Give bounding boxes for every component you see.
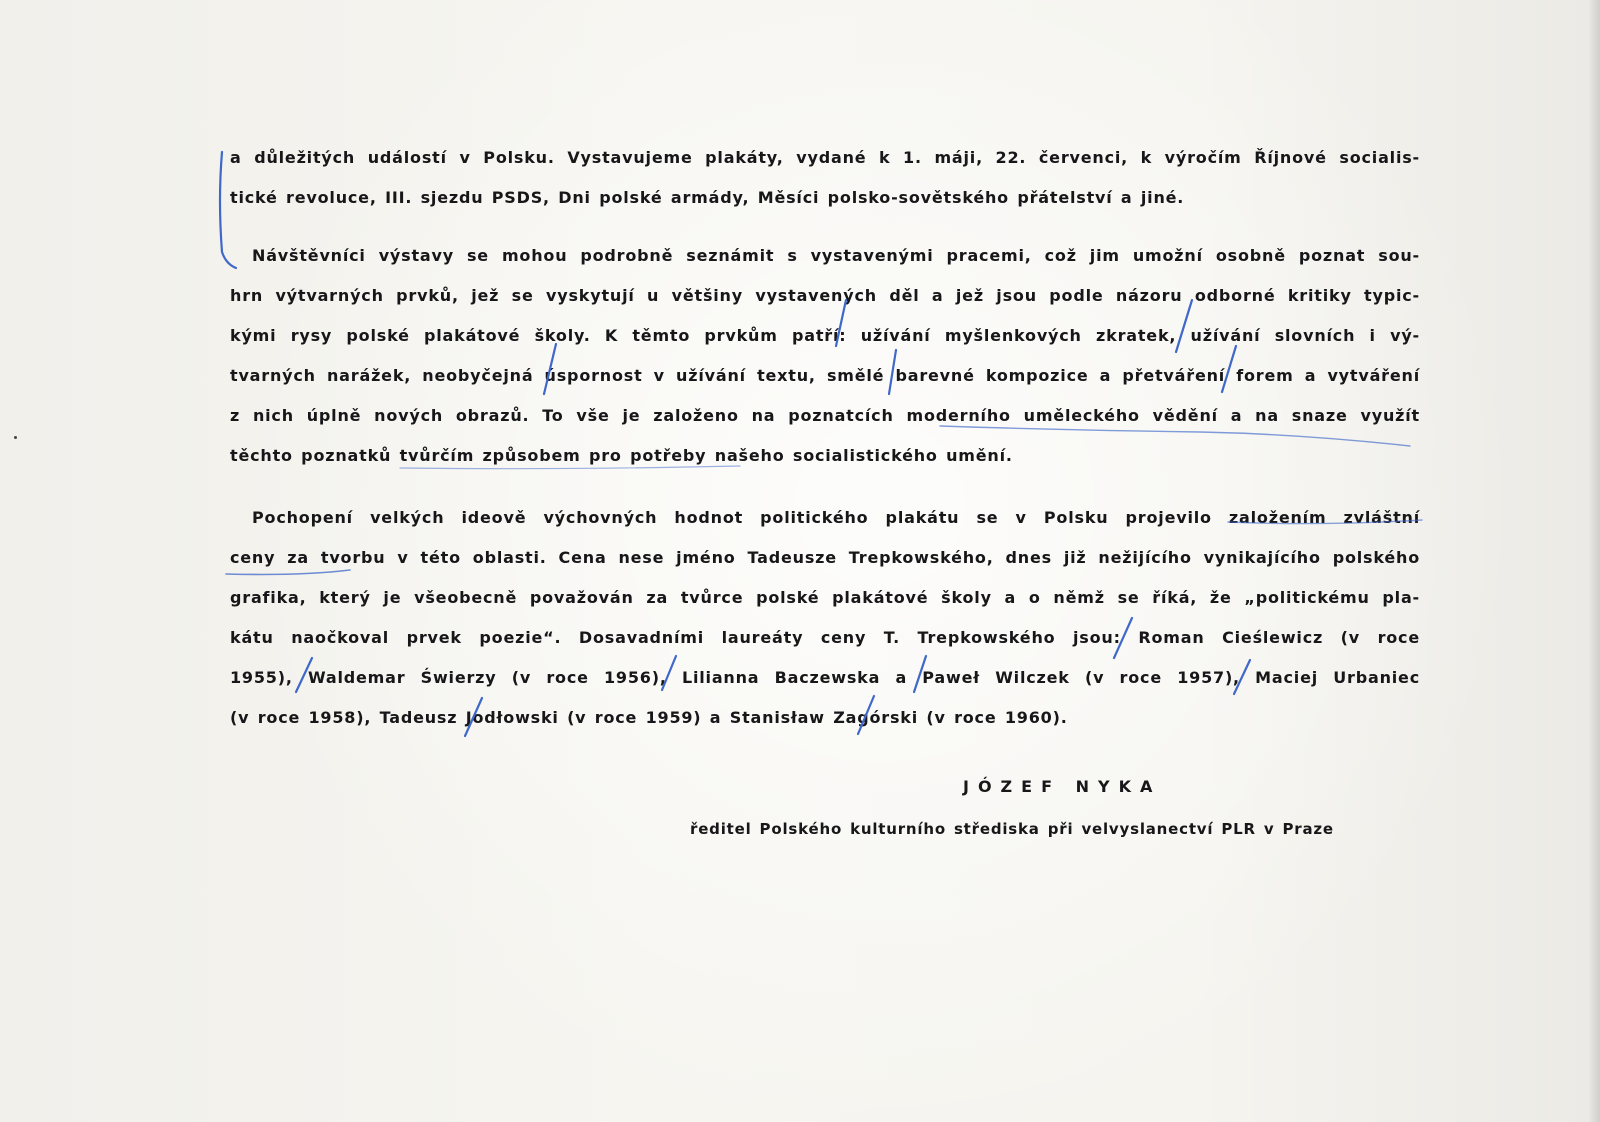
- paragraph-line: (v roce 1958), Tadeusz Jodłowski (v roce 1959) a Stanisław Zagórski (v roce 1960).: [230, 708, 1068, 727]
- paragraph-exhibited-posters: [230, 138, 1420, 218]
- paragraph-line: grafika, který je všeobecně považován za tvůrce polské plakátové školy a o němž se říká, že „politickému pla-: [230, 588, 1420, 607]
- paragraph-line: a důležitých událostí v Polsku. Vystavujeme plakáty, vydané k 1. máji, 22. červenci, k výročím Říjnové socialis-: [230, 148, 1420, 167]
- author-name: JÓZEF NYKA: [963, 777, 1162, 796]
- paragraph-line: ceny za tvorbu v této oblasti. Cena nese jméno Tadeusze Trepkowského, dnes již nežijícího vynikajícího polského: [230, 548, 1420, 567]
- paragraph-line: tické revoluce, III. sjezdu PSDS, Dni polské armády, Měsíci polsko-sovětského přátelství a jiné.: [230, 188, 1185, 207]
- page-edge-shadow: [1588, 0, 1600, 1122]
- paragraph-line: z nich úplně nových obrazů. To vše je založeno na poznatcích moderního uměleckého vědění a na snaze využít: [230, 406, 1420, 425]
- paragraph-line: kátu naočkoval prvek poezie“. Dosavadními laureáty ceny T. Trepkowského jsou: Roman Cieślewicz (v roce: [230, 628, 1420, 647]
- paper-speck: [14, 436, 17, 439]
- paragraph-line: hrn výtvarných prvků, jež se vyskytují u většiny vystavených děl a jež jsou podle názoru odborné kritiky typic-: [230, 286, 1420, 305]
- paragraph-line: 1955), Waldemar Świerzy (v roce 1956), Lilianna Baczewska a Paweł Wilczek (v roce 1957), Maciej Urbaniec: [230, 668, 1420, 687]
- paragraph-line: Pochopení velkých ideově výchovných hodnot politického plakátu se v Polsku projevilo založením zvláštní: [252, 508, 1420, 527]
- paragraph-line: Návštěvníci výstavy se mohou podrobně seznámit s vystavenými pracemi, což jim umožní osobně poznat sou-: [252, 246, 1420, 265]
- paragraph-visitors: [230, 236, 1420, 476]
- paragraph-line: tvarných narážek, neobyčejná úspornost v užívání textu, smělé barevné kompozice a přetváření forem a vytváření: [230, 366, 1420, 385]
- paragraph-trepkowski-prize: [230, 498, 1420, 738]
- paragraph-line: těchto poznatků tvůrčím způsobem pro potřeby našeho socialistického umění.: [230, 446, 1013, 465]
- paragraph-line: kými rysy polské plakátové školy. K těmto prvkům patří: užívání myšlenkových zkratek, užívání slovních i vý-: [230, 326, 1420, 345]
- author-title: ředitel Polského kulturního střediska při velvyslanectví PLR v Praze: [690, 820, 1334, 838]
